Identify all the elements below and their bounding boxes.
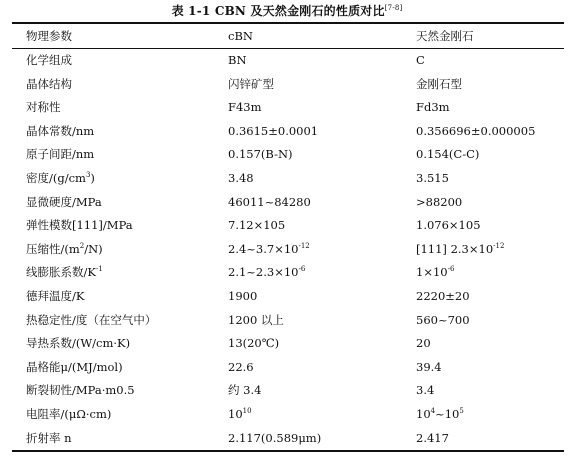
cell-cbn-value bbox=[228, 379, 261, 403]
cell-text: ~10 bbox=[435, 406, 460, 421]
cell-text: 原子间距/nm bbox=[26, 147, 95, 162]
table-row bbox=[12, 214, 564, 238]
cell-cbn-value bbox=[228, 49, 247, 73]
cell-cbn-value bbox=[228, 356, 254, 380]
table-header-row bbox=[12, 24, 564, 49]
superscript-text: 3 bbox=[85, 170, 91, 179]
cell-parameter bbox=[26, 379, 135, 403]
cell-parameter bbox=[26, 191, 102, 215]
cell-diamond-value bbox=[416, 356, 442, 380]
table-row bbox=[12, 238, 564, 262]
cell-diamond-value bbox=[416, 191, 462, 215]
cell-text: 德拜温度/K bbox=[26, 288, 85, 303]
cell-parameter bbox=[26, 214, 133, 238]
table-row bbox=[12, 143, 564, 167]
cell-parameter bbox=[26, 120, 94, 144]
cell-cbn-value bbox=[228, 285, 257, 309]
cell-cbn-value bbox=[228, 120, 318, 144]
cell-parameter bbox=[26, 309, 156, 333]
cell-diamond-value bbox=[416, 120, 535, 144]
table-row bbox=[12, 285, 564, 309]
cell-text: 显微硬度/MPa bbox=[26, 194, 102, 209]
superscript-text: -12 bbox=[493, 241, 505, 250]
cell-diamond-value bbox=[416, 403, 464, 427]
table-row bbox=[12, 427, 564, 451]
cell-text: 3.515 bbox=[416, 170, 449, 185]
cell-diamond-value bbox=[416, 214, 481, 238]
cell-cbn-value bbox=[228, 143, 293, 167]
superscript-text: 4 bbox=[430, 406, 436, 415]
cell-text: 0.356696±0.000005 bbox=[416, 123, 536, 138]
cell-text: 13(20℃) bbox=[228, 336, 280, 351]
superscript-text: -6 bbox=[298, 265, 306, 274]
cell-text: 1.076×105 bbox=[416, 218, 481, 233]
cell-text: 闪锌矿型 bbox=[228, 76, 274, 91]
superscript-text: 10 bbox=[242, 406, 252, 415]
cell-text: 20 bbox=[416, 336, 431, 351]
cell-text: 10 bbox=[228, 406, 243, 421]
cell-diamond-value bbox=[416, 49, 425, 73]
cell-text: 2.117(0.589μm) bbox=[228, 430, 322, 445]
cell-cbn-value bbox=[228, 73, 274, 97]
cell-text: 1×10 bbox=[416, 265, 448, 280]
cell-parameter bbox=[26, 73, 72, 97]
cell-text: 3.48 bbox=[228, 170, 254, 185]
table-row bbox=[12, 96, 564, 120]
table-row bbox=[12, 120, 564, 144]
cell-text: 10 bbox=[416, 406, 431, 421]
table-caption bbox=[0, 3, 574, 19]
cell-text: /N) bbox=[84, 241, 103, 256]
cell-parameter bbox=[26, 49, 72, 73]
cell-cbn-value bbox=[228, 309, 284, 333]
cell-parameter bbox=[26, 143, 94, 167]
cell-diamond-value bbox=[416, 309, 470, 333]
cell-cbn-value bbox=[228, 96, 262, 120]
table-row bbox=[12, 379, 564, 403]
cell-parameter bbox=[26, 261, 103, 285]
cell-text: 0.3615±0.0001 bbox=[228, 123, 319, 138]
cell-text: 电阻率/(μΩ·cm) bbox=[26, 406, 112, 421]
cell-cbn-value bbox=[228, 261, 305, 285]
header-cbn: cBN bbox=[228, 29, 253, 43]
cell-text: F43m bbox=[228, 100, 262, 115]
cell-parameter bbox=[26, 403, 111, 427]
cell-text: 密度/(g/cm bbox=[26, 170, 86, 185]
cell-parameter bbox=[26, 285, 84, 309]
cell-text: C bbox=[416, 53, 425, 67]
cell-cbn-value bbox=[228, 191, 311, 215]
cell-text: 2.417 bbox=[416, 430, 449, 445]
cell-text: 0.154(C-C) bbox=[416, 147, 480, 162]
cell-diamond-value bbox=[416, 427, 449, 451]
cell-text: 2.1~2.3×10 bbox=[228, 265, 299, 280]
table-row bbox=[12, 332, 564, 356]
superscript-text: -1 bbox=[95, 265, 103, 274]
header-natural-diamond: 天然金刚石 bbox=[416, 29, 474, 43]
cell-parameter bbox=[26, 96, 61, 120]
cell-text: 晶体结构 bbox=[26, 76, 72, 91]
cell-text: >88200 bbox=[416, 194, 463, 209]
cell-cbn-value bbox=[228, 167, 254, 191]
cell-text: 线膨胀系数/K bbox=[26, 265, 96, 280]
cell-diamond-value bbox=[416, 261, 454, 285]
table-row bbox=[12, 73, 564, 97]
cell-text: 0.157(B-N) bbox=[228, 147, 293, 162]
superscript-text: 5 bbox=[459, 406, 464, 415]
cell-diamond-value bbox=[416, 143, 479, 167]
cell-text: 560~700 bbox=[416, 312, 470, 327]
cell-diamond-value bbox=[416, 285, 470, 309]
cell-cbn-value bbox=[228, 238, 310, 262]
cell-text: 晶体常数/nm bbox=[26, 123, 95, 138]
cell-text: 39.4 bbox=[416, 359, 442, 374]
cell-text: 导热系数/(W/cm·K) bbox=[26, 336, 131, 351]
cell-diamond-value bbox=[416, 73, 462, 97]
cell-text: 弹性模数[111]/MPa bbox=[26, 218, 133, 233]
table-caption-text: 表 1-1 CBN 及天然金刚石的性质对比 bbox=[171, 4, 385, 18]
cell-text: 对称性 bbox=[26, 100, 61, 115]
cell-text: 晶格能μ/(MJ/mol) bbox=[26, 359, 123, 374]
cell-text: 2.4~3.7×10 bbox=[228, 241, 299, 256]
cell-cbn-value bbox=[228, 214, 285, 238]
cell-parameter bbox=[26, 356, 123, 380]
cell-text: 22.6 bbox=[228, 359, 254, 374]
cell-text: 化学组成 bbox=[26, 53, 72, 67]
properties-table bbox=[12, 22, 564, 452]
table-row bbox=[12, 167, 564, 191]
cell-text: 3.4 bbox=[416, 383, 435, 398]
table-row bbox=[12, 309, 564, 333]
cell-text: 压缩性/(m bbox=[26, 241, 80, 256]
superscript-text: 2 bbox=[79, 241, 85, 250]
cell-parameter bbox=[26, 427, 72, 451]
cell-text: ) bbox=[90, 170, 95, 185]
cell-diamond-value bbox=[416, 379, 434, 403]
table-row bbox=[12, 261, 564, 285]
cell-text: BN bbox=[228, 53, 247, 67]
cell-text: 约 3.4 bbox=[228, 383, 262, 398]
cell-text: 折射率 n bbox=[26, 430, 72, 445]
cell-diamond-value bbox=[416, 96, 450, 120]
header-physical-parameter: 物理参数 bbox=[26, 29, 72, 43]
cell-text: 1900 bbox=[228, 288, 258, 303]
table-body bbox=[12, 49, 564, 450]
superscript-text: -12 bbox=[298, 241, 310, 250]
cell-text: 断裂韧性/MPa·m0.5 bbox=[26, 383, 135, 398]
table-row bbox=[12, 356, 564, 380]
table-row bbox=[12, 403, 564, 427]
cell-text: 1200 以上 bbox=[228, 312, 284, 327]
table-caption-reference: [7-8] bbox=[384, 4, 403, 12]
cell-diamond-value bbox=[416, 332, 431, 356]
cell-parameter bbox=[26, 238, 103, 262]
superscript-text: -6 bbox=[447, 265, 455, 274]
cell-text: 46011~84280 bbox=[228, 194, 311, 209]
cell-cbn-value bbox=[228, 427, 321, 451]
cell-text: 金刚石型 bbox=[416, 76, 462, 91]
cell-diamond-value bbox=[416, 167, 449, 191]
cell-text: 2220±20 bbox=[416, 288, 470, 303]
cell-text: 7.12×105 bbox=[228, 218, 286, 233]
cell-text: Fd3m bbox=[416, 100, 450, 115]
cell-diamond-value bbox=[416, 238, 504, 262]
cell-parameter bbox=[26, 332, 130, 356]
table-row bbox=[12, 191, 564, 215]
cell-cbn-value bbox=[228, 403, 252, 427]
cell-text: [111] 2.3×10 bbox=[416, 241, 494, 256]
table-row bbox=[12, 49, 564, 73]
cell-parameter bbox=[26, 167, 95, 191]
cell-text: 热稳定性/度（在空气中） bbox=[26, 312, 157, 327]
cell-cbn-value bbox=[228, 332, 279, 356]
